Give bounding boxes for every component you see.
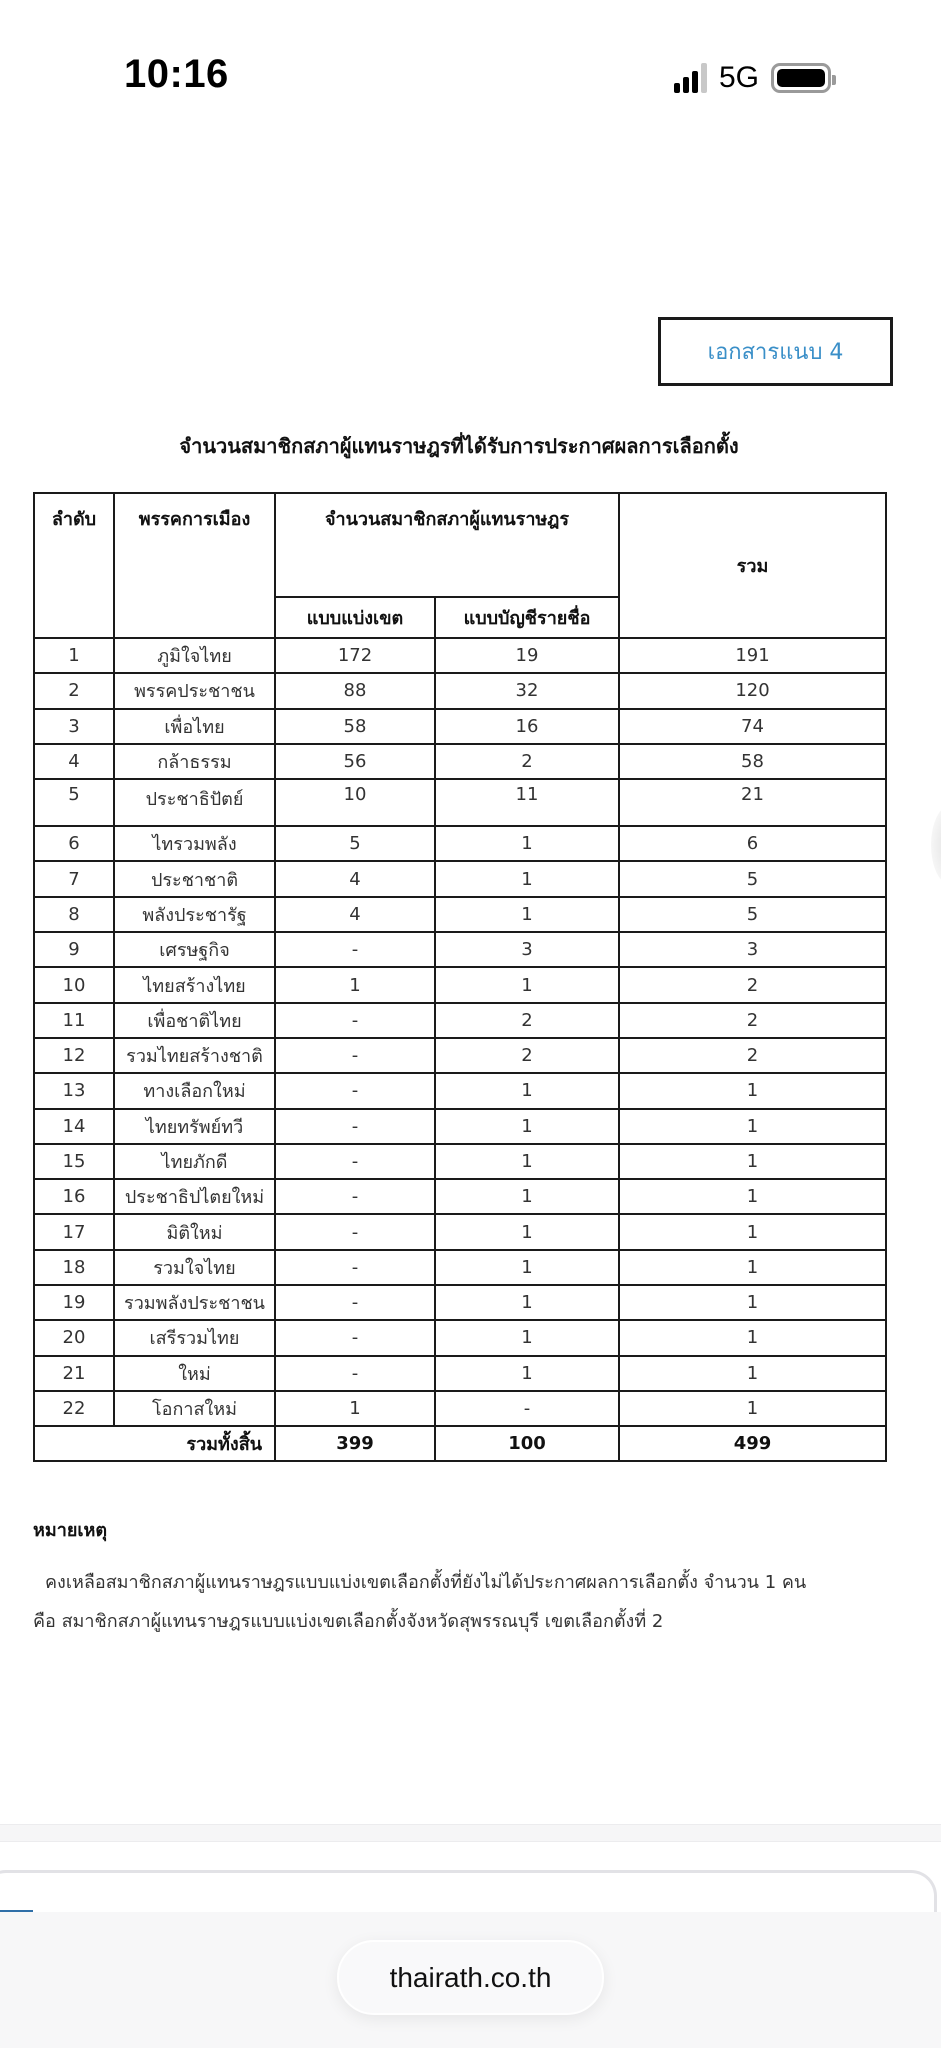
cell-total: 2 [619, 1003, 886, 1038]
table-row [34, 897, 886, 932]
cell-constituency: - [275, 1109, 435, 1144]
table-row [34, 1285, 886, 1320]
table-row [34, 744, 886, 779]
header-members-group: จำนวนสมาชิกสภาผู้แทนราษฎร [275, 493, 619, 597]
cell-constituency: 5 [275, 826, 435, 861]
cell-order: 18 [34, 1250, 114, 1285]
cell-constituency: - [275, 1320, 435, 1355]
cell-party-list: 1 [435, 1285, 619, 1320]
battery-icon [771, 63, 831, 93]
cell-total: 21 [619, 779, 886, 826]
cell-total: 5 [619, 897, 886, 932]
cell-order: 16 [34, 1179, 114, 1214]
cell-total: 191 [619, 638, 886, 673]
cell-total: 120 [619, 673, 886, 708]
cell-order: 21 [34, 1356, 114, 1391]
cell-total: 1 [619, 1214, 886, 1249]
cell-constituency: 56 [275, 744, 435, 779]
cell-constituency: 88 [275, 673, 435, 708]
cell-party-list: 1 [435, 826, 619, 861]
note-title: หมายเหตุ [33, 1520, 108, 1541]
header-order: ลำดับ [34, 493, 114, 638]
table-row [34, 1320, 886, 1355]
table-row [34, 1214, 886, 1249]
cell-constituency: 1 [275, 967, 435, 1002]
cell-constituency: - [275, 1250, 435, 1285]
cell-party: เพื่อไทย [114, 709, 275, 744]
table-body [34, 638, 886, 1461]
attachment-label: เอกสารแนบ 4 [707, 340, 844, 365]
cell-party-list: 2 [435, 744, 619, 779]
cell-order: 15 [34, 1144, 114, 1179]
cell-order: 5 [34, 779, 114, 826]
status-time: 10:16 [124, 52, 229, 96]
header-constituency: แบบแบ่งเขต [275, 597, 435, 638]
cell-order: 19 [34, 1285, 114, 1320]
cell-constituency: 1 [275, 1391, 435, 1426]
cell-party: รวมพลังประชาชน [114, 1285, 275, 1320]
cell-party: ไทยสร้างไทย [114, 967, 275, 1002]
cell-constituency: - [275, 1179, 435, 1214]
total-party-list: 100 [435, 1426, 619, 1461]
cell-constituency: 4 [275, 861, 435, 896]
cell-total: 1 [619, 1073, 886, 1108]
results-table [33, 492, 887, 1462]
table-row [34, 932, 886, 967]
address-bar[interactable] [337, 1940, 604, 2015]
cell-total: 1 [619, 1356, 886, 1391]
cell-constituency: 58 [275, 709, 435, 744]
network-type: 5G [719, 61, 760, 94]
edge-shadow [931, 805, 941, 885]
cell-party: โอกาสใหม่ [114, 1391, 275, 1426]
cell-order: 11 [34, 1003, 114, 1038]
cell-order: 4 [34, 744, 114, 779]
cell-total: 74 [619, 709, 886, 744]
table-row [34, 779, 886, 826]
header-party-list: แบบบัญชีรายชื่อ [435, 597, 619, 638]
cell-party: พลังประชารัฐ [114, 897, 275, 932]
table-row [34, 638, 886, 673]
table-row [34, 967, 886, 1002]
cell-party-list: 1 [435, 1109, 619, 1144]
cell-constituency: - [275, 1073, 435, 1108]
cell-constituency: - [275, 932, 435, 967]
cell-party-list: 1 [435, 861, 619, 896]
cell-party: พรรคประชาชน [114, 673, 275, 708]
cell-order: 9 [34, 932, 114, 967]
table-row [34, 1391, 886, 1426]
address-url: thairath.co.th [389, 1961, 552, 1993]
cell-party-list: 32 [435, 673, 619, 708]
cell-order: 2 [34, 673, 114, 708]
cell-party: ประชาธิปไตยใหม่ [114, 1179, 275, 1214]
cell-party-list: 1 [435, 897, 619, 932]
total-constituency: 399 [275, 1426, 435, 1461]
cell-constituency: - [275, 1003, 435, 1038]
cell-total: 1 [619, 1179, 886, 1214]
total-label: รวมทั้งสิ้น [34, 1426, 275, 1461]
cell-order: 10 [34, 967, 114, 1002]
cell-order: 20 [34, 1320, 114, 1355]
cell-order: 13 [34, 1073, 114, 1108]
cell-total: 1 [619, 1391, 886, 1426]
cell-party-list: 11 [435, 779, 619, 826]
note-line-1: คงเหลือสมาชิกสภาผู้แทนราษฎรแบบแบ่งเขตเลือกตั้งที่ยังไม่ได้ประกาศผลการเลือกตั้ง จำนวน 1 คน [45, 1572, 807, 1593]
header-total: รวม [619, 493, 886, 638]
table-row [34, 1144, 886, 1179]
note-line-2: คือ สมาชิกสภาผู้แทนราษฎรแบบแบ่งเขตเลือกตั้งจังหวัดสุพรรณบุรี เขตเลือกตั้งที่ 2 [33, 1611, 664, 1632]
table-row [34, 1109, 886, 1144]
cell-constituency: 10 [275, 779, 435, 826]
cell-constituency: - [275, 1356, 435, 1391]
cell-order: 22 [34, 1391, 114, 1426]
table-total-row [34, 1426, 886, 1461]
cell-constituency: - [275, 1214, 435, 1249]
cell-party-list: 1 [435, 1144, 619, 1179]
cell-party-list: - [435, 1391, 619, 1426]
cell-total: 58 [619, 744, 886, 779]
status-bar [0, 0, 941, 150]
cell-total: 1 [619, 1285, 886, 1320]
cell-party-list: 1 [435, 1214, 619, 1249]
cell-party-list: 16 [435, 709, 619, 744]
toolbar-divider [0, 1824, 941, 1842]
cell-total: 1 [619, 1109, 886, 1144]
table-row [34, 1003, 886, 1038]
cell-constituency: 4 [275, 897, 435, 932]
cell-party: กล้าธรรม [114, 744, 275, 779]
cell-party-list: 3 [435, 932, 619, 967]
cell-party-list: 19 [435, 638, 619, 673]
note-body [33, 1563, 893, 1641]
cell-party: เพื่อชาติไทย [114, 1003, 275, 1038]
table-row [34, 709, 886, 744]
cell-total: 1 [619, 1144, 886, 1179]
cell-order: 14 [34, 1109, 114, 1144]
cell-order: 8 [34, 897, 114, 932]
table-row [34, 1179, 886, 1214]
cell-party: ทางเลือกใหม่ [114, 1073, 275, 1108]
table-row [34, 673, 886, 708]
table-row [34, 826, 886, 861]
signal-icon [674, 63, 707, 93]
cell-party-list: 2 [435, 1038, 619, 1073]
cell-order: 3 [34, 709, 114, 744]
cell-order: 7 [34, 861, 114, 896]
cell-party: ภูมิใจไทย [114, 638, 275, 673]
cell-order: 12 [34, 1038, 114, 1073]
cell-order: 6 [34, 826, 114, 861]
cell-total: 2 [619, 1038, 886, 1073]
cell-total: 1 [619, 1320, 886, 1355]
cell-party: ไทยภักดี [114, 1144, 275, 1179]
cell-total: 3 [619, 932, 886, 967]
table-row [34, 861, 886, 896]
cell-party: รวมไทยสร้างชาติ [114, 1038, 275, 1073]
total-all: 499 [619, 1426, 886, 1461]
cell-total: 6 [619, 826, 886, 861]
cell-party: ไทรวมพลัง [114, 826, 275, 861]
table-row [34, 1250, 886, 1285]
table-row [34, 1073, 886, 1108]
cell-total: 2 [619, 967, 886, 1002]
cell-constituency: - [275, 1144, 435, 1179]
table-row [34, 1356, 886, 1391]
table-row [34, 1038, 886, 1073]
cell-constituency: - [275, 1285, 435, 1320]
cell-party: มิติใหม่ [114, 1214, 275, 1249]
cell-party-list: 1 [435, 1250, 619, 1285]
cell-party-list: 1 [435, 1073, 619, 1108]
cell-party-list: 2 [435, 1003, 619, 1038]
cell-party: ใหม่ [114, 1356, 275, 1391]
cell-total: 5 [619, 861, 886, 896]
cell-party: เศรษฐกิจ [114, 932, 275, 967]
cell-order: 17 [34, 1214, 114, 1249]
cell-party: ไทยทรัพย์ทวี [114, 1109, 275, 1144]
document-title: จำนวนสมาชิกสภาผู้แทนราษฎรที่ได้รับการประกาศผลการเลือกตั้ง [179, 434, 739, 458]
cell-party-list: 1 [435, 1320, 619, 1355]
cell-party: ประชาธิปัตย์ [114, 779, 275, 826]
cell-constituency: 172 [275, 638, 435, 673]
cell-party: เสรีรวมไทย [114, 1320, 275, 1355]
cell-constituency: - [275, 1038, 435, 1073]
cell-party-list: 1 [435, 1179, 619, 1214]
cell-party-list: 1 [435, 1356, 619, 1391]
header-party: พรรคการเมือง [114, 493, 275, 638]
cell-total: 1 [619, 1250, 886, 1285]
cell-order: 1 [34, 638, 114, 673]
cell-party: ประชาชาติ [114, 861, 275, 896]
attachment-label-box [658, 317, 893, 386]
status-indicators [674, 58, 831, 98]
cell-party: รวมใจไทย [114, 1250, 275, 1285]
cell-party-list: 1 [435, 967, 619, 1002]
